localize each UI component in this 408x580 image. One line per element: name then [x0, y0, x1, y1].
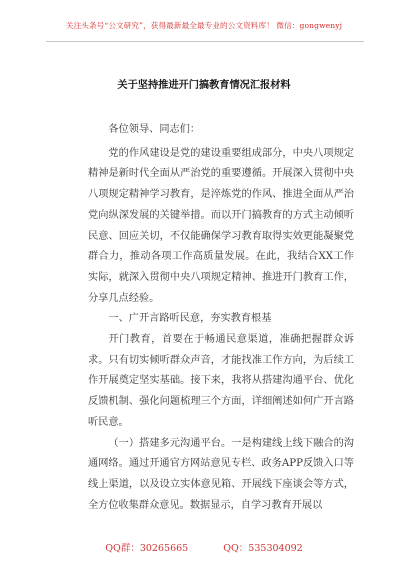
footer-qq: QQ：535304092 — [223, 543, 303, 554]
footer-qq-group: QQ群：30265665 — [105, 543, 189, 554]
header-divider — [46, 41, 364, 42]
salutation: 各位领导、同志们： — [108, 124, 201, 135]
document-title: 关于坚持推进开门搞教育情况汇报材料 — [117, 79, 291, 91]
paragraph-intro: 党的作风建设是党的建设重要组成部分，中央八项规定精神是新时代全面从严治党的重要遵循。开展深入贯彻中央八项规定精神学习教育，是淬炼党的作风、推进全面从严治党向纵深发展的关键举措。而以开门搞教育的方式主动倾听民意、回应关切，不仅能确保学习教育取得实效更能凝聚党群合力，推动各项工作高质量发展。在此，我结合XX工作实际，就深入贯彻中央八项规定精神、推进开门教育工作，分享几点经验。 — [88, 147, 354, 304]
document-body — [88, 120, 354, 516]
header-notice: 关注头条号“公文研究”，获得最新最全最专业的公文资料库！ 微信：gongwenyj — [65, 21, 343, 30]
section-heading-1: 一、广开言路听民意，夯实教育根基 — [108, 313, 272, 325]
footer-contact — [0, 540, 408, 554]
paragraph-section-1: 开门教育，首要在于畅通民意渠道，准确把握群众诉求。只有切实倾听群众声音，才能找准工作方向，为后续工作开展奠定坚实基础。接下来，我将从搭建沟通平台、优化反馈机制、强化问题梳理三个方面，详细阐述如何广开言路听民意。 — [88, 334, 354, 428]
paragraph-subsection-1: （一）搭建多元沟通平台。一是构建线上线下融合的沟通网络。通过开通官方网站意见专栏、政务APP反馈入口等线上渠道，以及设立实体意见箱、开展线下座谈会等方式，全方位收集群众意见。数据显示，自学习教育开展以 — [88, 437, 354, 511]
